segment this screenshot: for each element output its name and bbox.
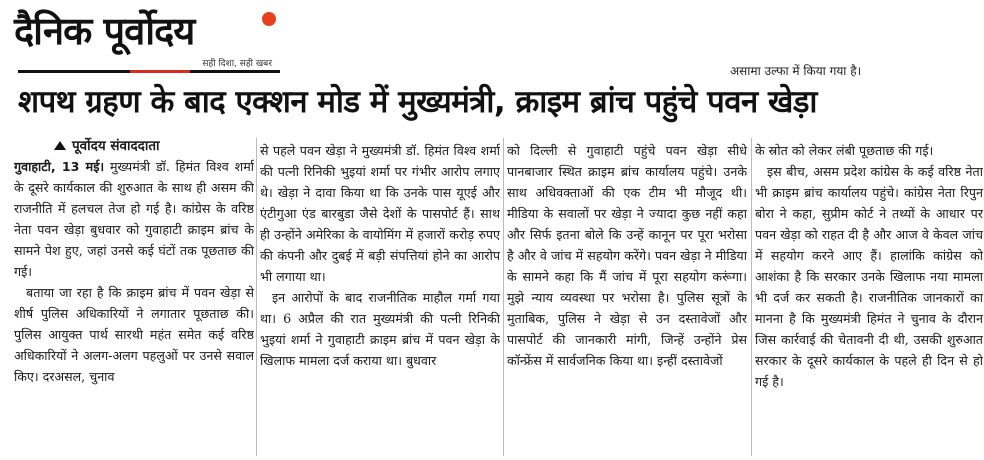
article-column-4 [755,140,983,460]
paragraph: के स्रोत को लेकर लंबी पूछताछ की गई। [755,143,934,158]
tagline: सही दिशा, सही खबर [202,59,272,69]
column-divider [256,138,257,456]
byline: पूर्वोदय संवाददाता [14,136,254,156]
article-column-3 [507,140,747,460]
sun-icon [262,12,276,26]
triangle-icon [54,141,66,150]
article-column-2 [260,140,500,460]
dateline: गुवाहाटी, 13 मई। [14,159,105,174]
paragraph: बताया जा रहा है कि क्राइम ब्रांच में पवन खेड़ा से शीर्ष पुलिस अधिकारियों ने लगातार पूछताछ की। पुलिस आयुक्त पार्थ सारथी महंत समेत कई वरिष्ठ अधिकारियों ने अलग-अलग पहलुओं पर उनसे सवाल किए। दरअसल, चुनाव [14,285,254,384]
logo-text: दैनिक पूर्वोदय [14,9,195,53]
paragraph: से पहले पवन खेड़ा ने मुख्यमंत्री डॉ. हिमंत विश्व शर्मा की पत्नी रिनिकी भुइयां शर्मा पर गंभीर आरोप लगाए थे। खेड़ा ने दावा किया था कि उनके पास यूएई और एंटीगुआ एंड बारबुडा जैसे देशों के पासपोर्ट हैं। साथ ही उन्होंने अमेरिका के वायोमिंग में हजारों करोड़ रुपए की कंपनी और दुबई में बड़ी संपत्तियां होने का आरोप भी लगाया था। [260,143,500,284]
paragraph: इन आरोपों के बाद राजनीतिक माहौल गर्मा गया था। 6 अप्रैल की रात मुख्यमंत्री की पत्नी रिनिकी भुइयां शर्मा ने गुवाहाटी क्राइम ब्रांच में पवन खेड़ा के खिलाफ मामला दर्ज कराया था। बुधवार [260,290,500,368]
paragraph: को दिल्ली से गुवाहाटी पहुंचे पवन खेड़ा सीधे पानबाजार स्थित क्राइम ब्रांच कार्यालय पहुंचे। उनके साथ अधिवक्ताओं की एक टीम भी मौजूद थी। मीडिया के सवालों पर खेड़ा ने ज्यादा कुछ नहीं कहा और सिर्फ इतना बोले कि उन्हें कानून पर पूरा भरोसा है और वे जांच में सहयोग करेंगे। पवन खेड़ा ने मीडिया के सामने कहा कि मैं जांच में पूरा सहयोग करूंगा। मुझे न्याय व्यवस्था पर भरोसा है। पुलिस सूत्रों के मुताबिक, पुलिस ने खेड़ा से उन दस्तावेजों और पासपोर्ट की जानकारी मांगी, जिन्हें उन्होंने प्रेस कॉन्फ्रेंस में सार्वजनिक किया था। इन्हीं दस्तावेजों [507,143,747,368]
paragraph: गुवाहाटी, 13 मई। मुख्यमंत्री डॉ. हिमंत विश्व शर्मा के दूसरे कार्यकाल की शुरुआत के साथ ही असम की राजनीति में हलचल तेज हो गई है। कांग्रेस के वरिष्ठ नेता पवन खेड़ा बुधवार को गुवाहाटी क्राइम ब्रांच के सामने पेश हुए, जहां उनसे कई घंटों तक पूछताछ की गई। [14,159,254,279]
column-divider [503,138,504,456]
previous-article-fragment: असामा उल्फा में किया गया है। [730,64,862,78]
article-column-1 [14,136,254,456]
newspaper-logo [10,4,278,70]
logo-accent-bar [130,70,190,73]
masthead [0,0,984,78]
column-divider [751,138,752,456]
headline: शपथ ग्रहण के बाद एक्शन मोड में मुख्यमंत्री, क्राइम ब्रांच पहुंचे पवन खेड़ा [18,84,817,120]
paragraph: इस बीच, असम प्रदेश कांग्रेस के कई वरिष्ठ नेता भी क्राइम ब्रांच कार्यालय पहुंचे। कांग्रेस नेता रिपुन बोरा ने कहा, सुप्रीम कोर्ट ने तथ्यों के आधार पर पवन खेड़ा को राहत दी है और आज वे केवल जांच में सहयोग करने आए हैं। हालांकि कांग्रेस को आशंका है कि सरकार उनके खिलाफ नया मामला भी दर्ज कर सकती है। राजनीतिक जानकारों का मानना है कि मुख्यमंत्री हिमंत ने चुनाव के दौरान जिस कार्रवाई की चेतावनी दी थी, उसकी शुरुआत सरकार के दूसरे कार्यकाल के पहले ही दिन से हो गई है। [755,164,983,389]
